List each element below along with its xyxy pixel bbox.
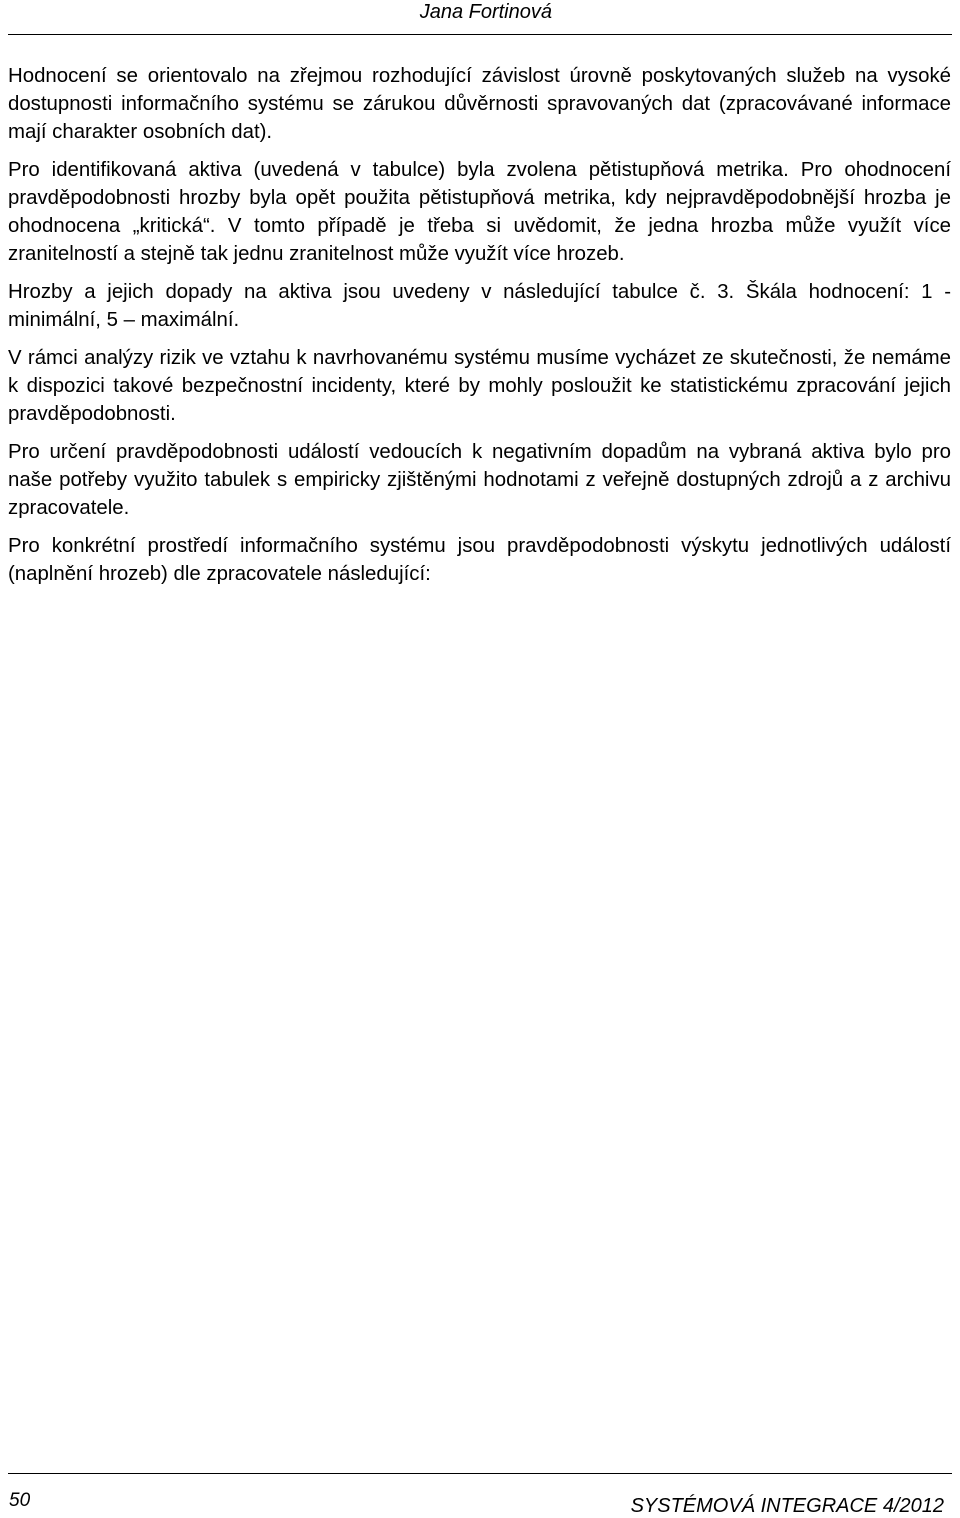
paragraph-3: Hrozby a jejich dopady na aktiva jsou uvedeny v následující tabulce č. 3. Škála hodnocení: 1 - minimální, 5 – maximální.: [8, 281, 951, 331]
paragraph-2: Pro identifikovaná aktiva (uvedená v tabulce) byla zvolena pětistupňová metrika. Pro ohodnocení pravděpodobnosti hrozby byla opět použita pětistupňová metrika, kdy nejpravděpodobnější hrozba je ohodnocena „kritická“. V tomto případě je třeba si uvědomit, že jedna hrozba může využít více zranitelností a stejně tak jednu zranitelnost může využít více hrozeb.: [8, 159, 951, 265]
paragraph-1: Hodnocení se orientovalo na zřejmou rozhodující závislost úrovně poskytovaných služeb na vysoké dostupnosti informačního systému se zárukou důvěrnosti spravovaných dat (zpracovávané informace mají charakter osobních dat).: [8, 65, 951, 143]
journal-title: SYSTÉMOVÁ INTEGRACE 4/2012: [630, 1495, 944, 1517]
footer-divider: [8, 1473, 952, 1474]
body-text: [8, 62, 951, 598]
header-divider: [8, 34, 952, 35]
paragraph-4: V rámci analýzy rizik ve vztahu k navrhovanému systému musíme vycházet ze skutečnosti, že nemáme k dispozici takové bezpečnostní incidenty, které by mohly posloužit ke statistickému zpracování jejich pravděpodobnosti.: [8, 347, 951, 425]
paragraph-5: Pro určení pravděpodobnosti událostí vedoucích k negativním dopadům na vybraná aktiva bylo pro naše potřeby využito tabulek s empiricky zjištěnými hodnotami z veřejně dostupných zdrojů a z archivu zpracovatele.: [8, 441, 951, 519]
page-number: 50: [9, 1490, 31, 1511]
running-header-author: Jana Fortinová: [419, 1, 552, 23]
paragraph-6: Pro konkrétní prostředí informačního systému jsou pravděpodobnosti výskytu jednotlivých událostí (naplnění hrozeb) dle zpracovatele následující:: [8, 535, 951, 585]
